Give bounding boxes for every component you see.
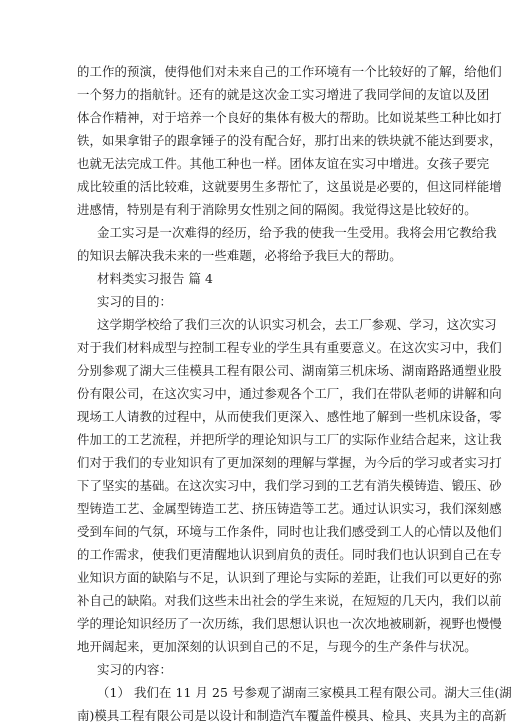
paragraph-line: 受到车间的气氛，环境与工作条件，同时也让我们感受到工人的心情以及他们 — [77, 524, 502, 539]
paragraph-line: 体合作精神，对于培养一个良好的集体有极大的帮助。比如说某些工种比如打 — [77, 110, 502, 125]
paragraph-line: （1） 我们在 11 月 25 号参观了湖南三家模具工程有限公司。湖大三佳(湖 — [97, 685, 512, 700]
paragraph-line: 补自己的缺陷。对我们这些未出社会的学生来说，在短短的几天内，我们以前 — [77, 593, 502, 608]
paragraph-line: 现场工人请教的过程中，从而使我们更深入、感性地了解到一些机床设备，零 — [77, 409, 502, 424]
paragraph-line: 对于我们材料成型与控制工程专业的学生具有重要意义。在这次实习中，我们 — [77, 340, 502, 355]
paragraph-line: 分别参观了湖大三佳模具工程有限公司、湖南第三机床场、湖南路路通塑业股 — [77, 363, 502, 378]
paragraph-line: 学的理论知识经历了一次历练，我们思想认识也一次次地被刷新，视野也慢慢 — [77, 616, 502, 631]
paragraph-line: 这学期学校给了我们三次的认识实习机会，去工厂参观、学习，这次实习 — [97, 317, 497, 332]
subheading: 实习的内容： — [97, 662, 172, 677]
paragraph-line: 的工作的预演，使得他们对未来自己的工作环境有一个比较好的了解，给他们 — [77, 64, 502, 79]
paragraph-line: 也就无法完成工件。其他工种也一样。团体友谊在实习中增进。女孩子要完 — [77, 156, 490, 171]
paragraph-line: 地开阔起来，更加深刻的认识到自己的不足，与现今的生产条件与状况。 — [77, 639, 477, 654]
paragraph-line: 一个努力的指航针。还有的就是这次金工实习增进了我同学间的友谊以及团 — [77, 87, 490, 102]
paragraph-line: 进感情，特别是有利于消除男女性别之间的隔阂。我觉得这是比较好的。 — [77, 202, 477, 217]
paragraph-line: 铁，如果拿钳子的跟拿锤子的没有配合好，那打出来的铁块就不能达到要求， — [77, 133, 502, 148]
paragraph-line: 们对于我们的专业知识有了更加深刻的理解与掌握，为今后的学习或者实习打 — [77, 455, 502, 470]
paragraph-line: 的工作需求，使我们更清醒地认识到肩负的责任。同时我们也认识到自己在专 — [77, 547, 502, 562]
paragraph-line: 下了坚实的基础。在这次实习中，我们学习到的工艺有消失模铸造、锻压、砂 — [77, 478, 502, 493]
paragraph-line: 成比较重的活比较难，这就要男生多帮忙了，这虽说是必要的，但这同样能增 — [77, 179, 502, 194]
paragraph-line: 件加工的工艺流程，并把所学的理论知识与工厂的实际作业结合起来，这让我 — [77, 432, 502, 447]
section-heading: 材料类实习报告 篇 4 — [97, 271, 213, 286]
paragraph-line: 份有限公司，在这次实习中，通过参观各个工厂，我们在带队老师的讲解和向 — [77, 386, 502, 401]
paragraph-line: 业知识方面的缺陷与不足，认识到了理论与实际的差距，让我们可以更好的弥 — [77, 570, 502, 585]
subheading: 实习的目的： — [97, 294, 172, 309]
paragraph-line: 的知识去解决我未来的一些难题，必将给予我巨大的帮助。 — [77, 248, 402, 263]
paragraph-line: 南)模具工程有限公司是以设计和制造汽车覆盖件模具、检具、夹具为主的高新 — [77, 708, 507, 723]
paragraph-line: 金工实习是一次难得的经历，给予我的使我一生受用。我将会用它教给我 — [97, 225, 497, 240]
paragraph-line: 型铸造工艺、金属型铸造工艺、挤压铸造等工艺。通过认识实习，我们深刻感 — [77, 501, 502, 516]
